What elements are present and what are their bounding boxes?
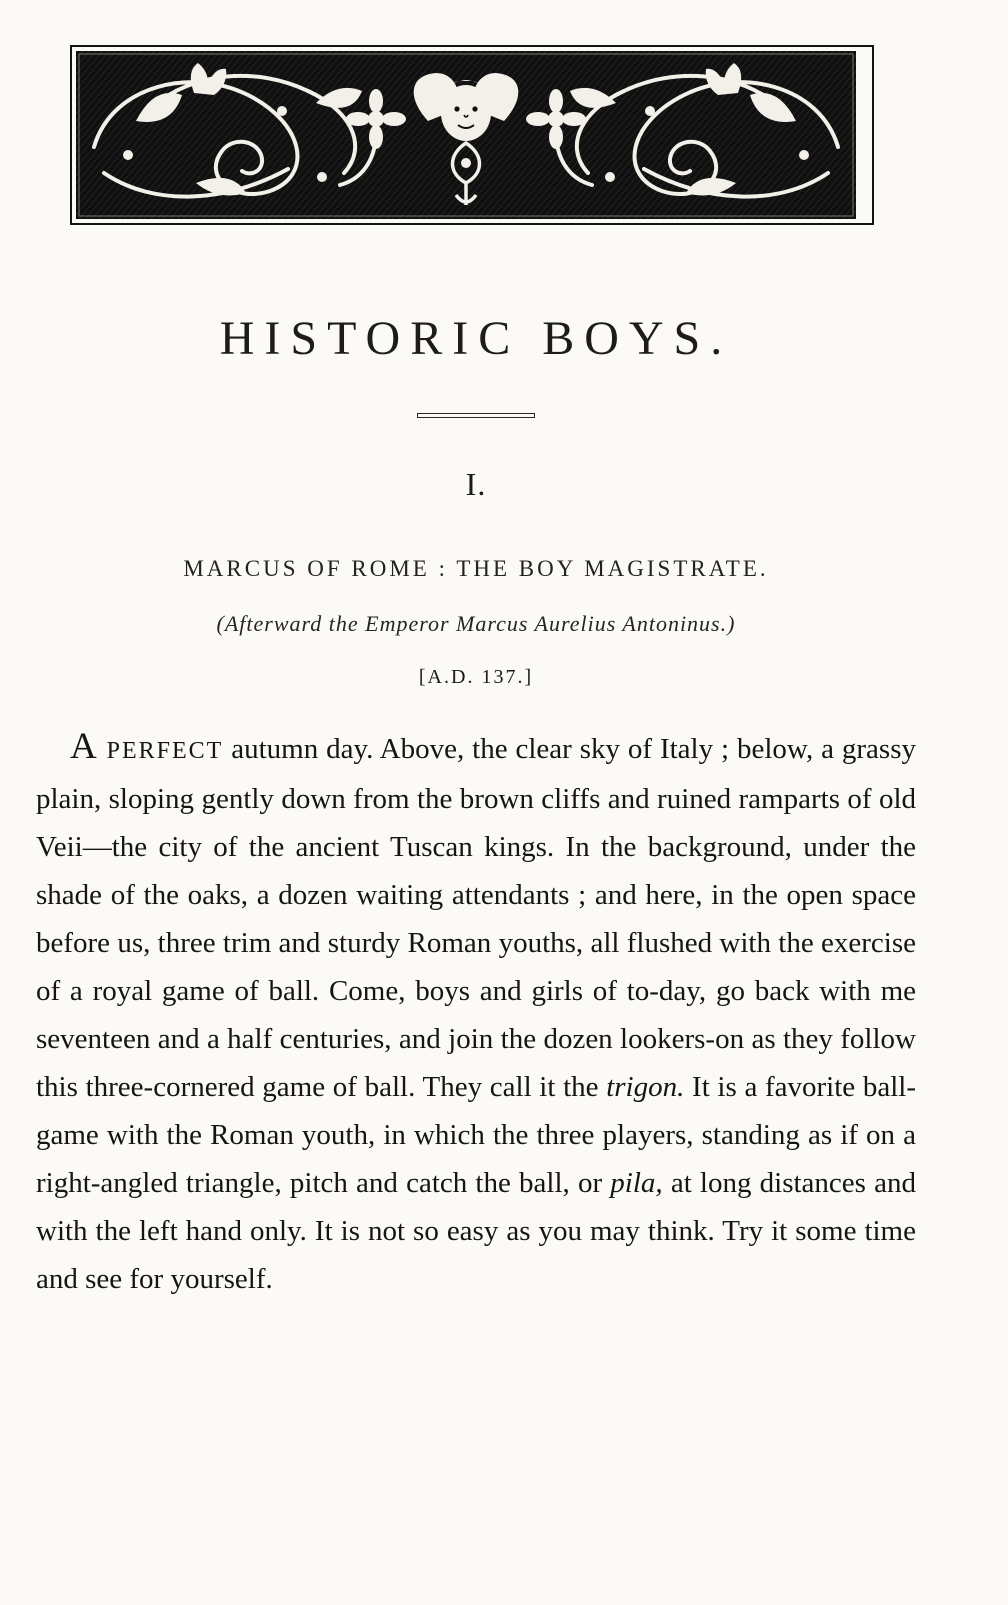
ornament-graphic (76, 51, 856, 219)
lead-initial: A (70, 726, 99, 767)
chapter-date: [A.D. 137.] (418, 666, 534, 688)
paragraph-text-segment: at long distances and with the left hand only. It is not so easy as you may think. Try it some time and see for yourself. (36, 1167, 916, 1295)
chapter-subtitle: (Afterward the Emperor Marcus Aurelius Antoninus.) (216, 611, 736, 636)
book-page (0, 45, 1008, 1605)
book-title: HISTORIC BOYS. (219, 312, 733, 365)
italic-term-pila: pila, (610, 1167, 663, 1199)
paragraph-text-segment: It is a favorite ball-game with the Roman youth, in which the three players, standing as if on a right-angled triangle, pitch and catch the ball, or (36, 1071, 916, 1199)
title-divider (417, 413, 535, 418)
header-ornament (70, 45, 874, 225)
page-content (36, 311, 916, 1303)
italic-term-trigon: trigon. (606, 1071, 685, 1103)
body-paragraph (36, 723, 916, 1303)
paragraph-text-segment: autumn day. Above, the clear sky of Italy ; below, a grassy plain, sloping gently down from the brown cliffs and ruined ramparts of old Veii—the city of the ancient Tuscan kings. In the background, under the shade of the oaks, a dozen waiting attendants ; and here, in the open space before us, three trim and sturdy Roman youths, all flushed with the exercise of a royal game of ball. Come, boys and girls of to-day, go back with me seventeen and a half centuries, and join the dozen lookers-on as they follow this three-cornered game of ball. They call it the (36, 733, 916, 1103)
chapter-title: MARCUS OF ROME : THE BOY MAGISTRATE. (183, 556, 769, 581)
lead-small-caps: PERFECT (106, 738, 224, 764)
chapter-number: I. (465, 466, 487, 502)
